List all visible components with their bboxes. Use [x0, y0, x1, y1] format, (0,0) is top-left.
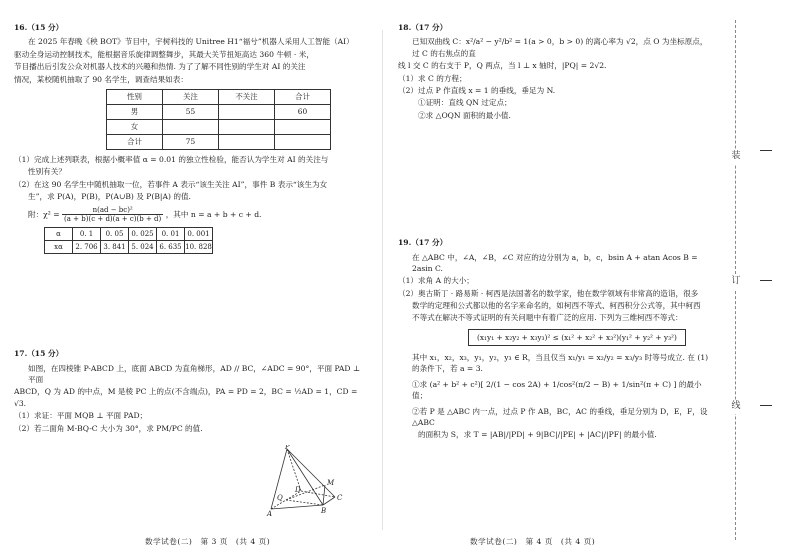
binding-tick	[760, 280, 772, 281]
q19-part2-line: 数学的定理和公式都以他的名字来命名的，如柯西不等式、柯西积分公式等，其中柯西	[412, 301, 701, 311]
binding-tick	[760, 405, 772, 406]
page-4	[388, 0, 710, 555]
table-header-cell: 合计	[275, 89, 331, 104]
figure-label-B: B	[321, 507, 327, 515]
table-cell: 2. 706	[73, 241, 101, 254]
table-cell	[163, 119, 219, 134]
q19-title: 19.（17 分）	[398, 238, 448, 248]
table-cell: 55	[163, 104, 219, 119]
table-cell: 0. 1	[73, 228, 101, 241]
q18-title: 18.（17 分）	[398, 23, 448, 32]
table-cell: 10. 828	[185, 241, 213, 254]
q17-title: 17.（15 分）	[14, 349, 64, 359]
question-19	[398, 237, 710, 441]
table-cell: 60	[275, 104, 331, 119]
q19-part2-line: 不等式在解决不等式证明的有关问题中有着广泛的应用. 下列为三维柯西不等式：	[412, 313, 683, 323]
binding-char-xian: 线	[729, 400, 743, 414]
q18-sub1: ①证明：直线 QN 过定点；	[418, 98, 512, 108]
formula-fraction	[62, 206, 163, 224]
table-cell: 0. 025	[129, 228, 157, 241]
question-16	[14, 22, 366, 254]
table-cell: 0. 05	[101, 228, 129, 241]
figure-label-Q: Q	[277, 494, 283, 502]
q16-part1-line: 性别有关？	[28, 167, 66, 177]
q16-part1-line: （1）完成上述列联表，根据小概率值 α = 0.01 的独立性检验，能否认为学生对 AI 的关注与	[14, 154, 329, 164]
q18-part1: （1）求 C 的方程；	[398, 73, 467, 83]
q18-line: 已知双曲线 C：x²/a² − y²/b² = 1(a > 0，b > 0) 的离心率为 √2，点 O 为坐标原点，过 C 的右焦点的直	[412, 37, 708, 58]
pyramid-figure	[263, 445, 353, 517]
q19-line: 在 △ABC 中，∠A，∠B，∠C 对应的边分别为 a，b，c，bsin A + atan Acos B = 2asin C.	[412, 252, 698, 273]
binding-char-zhuang: 装	[729, 150, 743, 164]
q16-part2-line: 生”，求 P(A)，P(B)，P(A∪B) 及 P(B|A) 的值.	[28, 192, 191, 202]
question-18	[398, 22, 710, 121]
q16-part2-line: （2）在这 90 名学生中随机抽取一位，若事件 A 表示“该生关注 AI”，事件 B 表示“该生为女	[14, 179, 328, 189]
q19-part1: （1）求角 A 的大小；	[398, 276, 474, 286]
q18-sub2: ②求 △OQN 面积的最小值.	[418, 110, 511, 120]
q16-intro-line: 节目播出后引发公众对机器人技术的兴趣和热情. 为了了解不同性别的学生对 AI 的关注	[14, 62, 306, 72]
q17-line: 如图，在四棱锥 P-ABCD 上，底面 ABCD 为直角梯形，AD // BC，∠ADC = 90°，平面 PAD ⊥ 平面	[28, 363, 360, 385]
formula-suffix: ，其中 n = a + b + c + d.	[165, 209, 262, 219]
binding-margin	[720, 20, 780, 540]
critical-value-table	[44, 227, 213, 254]
table-header-cell: 关注	[163, 89, 219, 104]
table-cell: 0. 01	[157, 228, 185, 241]
page-footer: 数学试卷(二) 第 3 页 (共 4 页)	[145, 536, 271, 546]
table-row	[107, 134, 331, 149]
formula-numerator: n(ad − bc)²	[62, 206, 163, 215]
table-cell: xα	[45, 241, 73, 254]
table-row	[45, 228, 213, 241]
table-row	[107, 104, 331, 119]
answer-space	[14, 256, 366, 348]
q18-part2: （2）过点 P 作直线 x = 1 的垂线，垂足为 N.	[398, 85, 556, 95]
table-row	[45, 241, 213, 254]
edge-AB	[271, 505, 323, 509]
table-row	[107, 119, 331, 134]
table-cell: 5. 024	[129, 241, 157, 254]
table-cell: 6. 635	[157, 241, 185, 254]
question-17	[14, 348, 366, 434]
edge-BC	[323, 497, 335, 505]
figure-label-M: M	[327, 479, 335, 487]
page-divider	[382, 30, 383, 530]
q18-line: 线 l 交 C 的右支于 P，Q 两点，当 l ⊥ x 轴时，|PQ| = 2√2.	[398, 61, 607, 71]
table-cell: 75	[163, 134, 219, 149]
table-cell	[219, 104, 275, 119]
q16-intro-line: 驱动全身运动控制技术，能根据音乐旋律调整舞步，其最大关节扭矩高达 360 牛顿 · 米，	[14, 49, 314, 59]
edge-PD	[287, 449, 301, 491]
edge-QM	[286, 485, 325, 500]
edge-QB	[286, 500, 323, 505]
table-cell	[219, 119, 275, 134]
q19-sub2-line: 的面积为 S，求 T = |AB|/|PD| + 9|BC|/|PE| + |AC|/|PF| 的最小值.	[418, 430, 657, 440]
q16-intro-line: 在 2025 年春晚《秧 BOT》节目中，宇树科技的 Unitree H1“福兮”机器人采用人工智能（AI）	[28, 37, 354, 47]
q19-sub1: ①求 (a² + b² + c²)[ 2/(1 − cos 2A) + 1/cos²(π/2 − B) + 1/sin²(π + C) ] 的最小值；	[412, 379, 702, 401]
table-cell: α	[45, 228, 73, 241]
table-cell	[275, 134, 331, 149]
chi-square-formula	[28, 206, 366, 224]
q19-sub2-line: ②若 P 是 △ABC 内一点，过点 P 作 AB，BC，AC 的垂线，垂足分别为 D，E，F，设 △ABC	[412, 406, 708, 427]
table-header-cell: 不关注	[219, 89, 275, 104]
figure-label-P: P	[285, 445, 290, 451]
q17-line: ABCD，Q 为 AD 的中点，M 是棱 PC 上的点(不含端点)，PA = PD = 2，BC = ½AD = 1，CD = √3.	[14, 387, 358, 408]
answer-space	[398, 122, 710, 237]
cauchy-inequality-box: (x₁y₁ + x₂y₂ + x₃y₃)² ≤ (x₁² + x₂² + x₃²)(y₁² + y₂² + y₃²)	[468, 329, 686, 346]
q17-part1: （1）求证：平面 MQB ⊥ 平面 PAD；	[14, 411, 148, 421]
table-cell	[275, 119, 331, 134]
table-cell: 男	[107, 104, 163, 119]
table-cell	[219, 134, 275, 149]
q16-title: 16.（15 分）	[14, 23, 64, 32]
contingency-table	[106, 89, 331, 150]
table-cell: 合计	[107, 134, 163, 149]
q19-part2-line: （2）奥古斯丁 · 路易斯 · 柯西是法国著名的数学家，他在数学领域有非常高的造诣，很多	[398, 288, 699, 298]
q16-intro-line: 情况，某校随机抽取了 90 名学生，调查结果如表：	[14, 74, 188, 84]
formula-prefix: 附：χ² =	[28, 209, 60, 219]
figure-label-C: C	[337, 494, 343, 502]
table-header-cell: 性别	[107, 89, 163, 104]
binding-tick	[760, 150, 772, 151]
table-cell: 3. 841	[101, 241, 129, 254]
figure-label-D: D	[295, 486, 301, 494]
formula-denominator: (a + b)(c + d)(a + c)(b + d)	[64, 214, 162, 223]
q19-condition: 其中 x₁，x₂，x₃，y₁，y₂，y₃ ∈ R，当且仅当 x₁/y₁ = x₂/y₂ = x₃/y₃ 时等号成立. 在 (1) 的条件下，若 a = 3.	[412, 352, 709, 374]
table-cell: 0. 001	[185, 228, 213, 241]
page-footer: 数学试卷(二) 第 4 页 (共 4 页)	[470, 536, 596, 546]
table-header-row	[107, 89, 331, 104]
q17-part2: （2）若二面角 M-BQ-C 大小为 30°，求 PM/PC 的值.	[14, 423, 203, 433]
figure-label-A: A	[267, 510, 273, 517]
table-cell: 女	[107, 119, 163, 134]
binding-char-ding: 订	[729, 275, 743, 289]
